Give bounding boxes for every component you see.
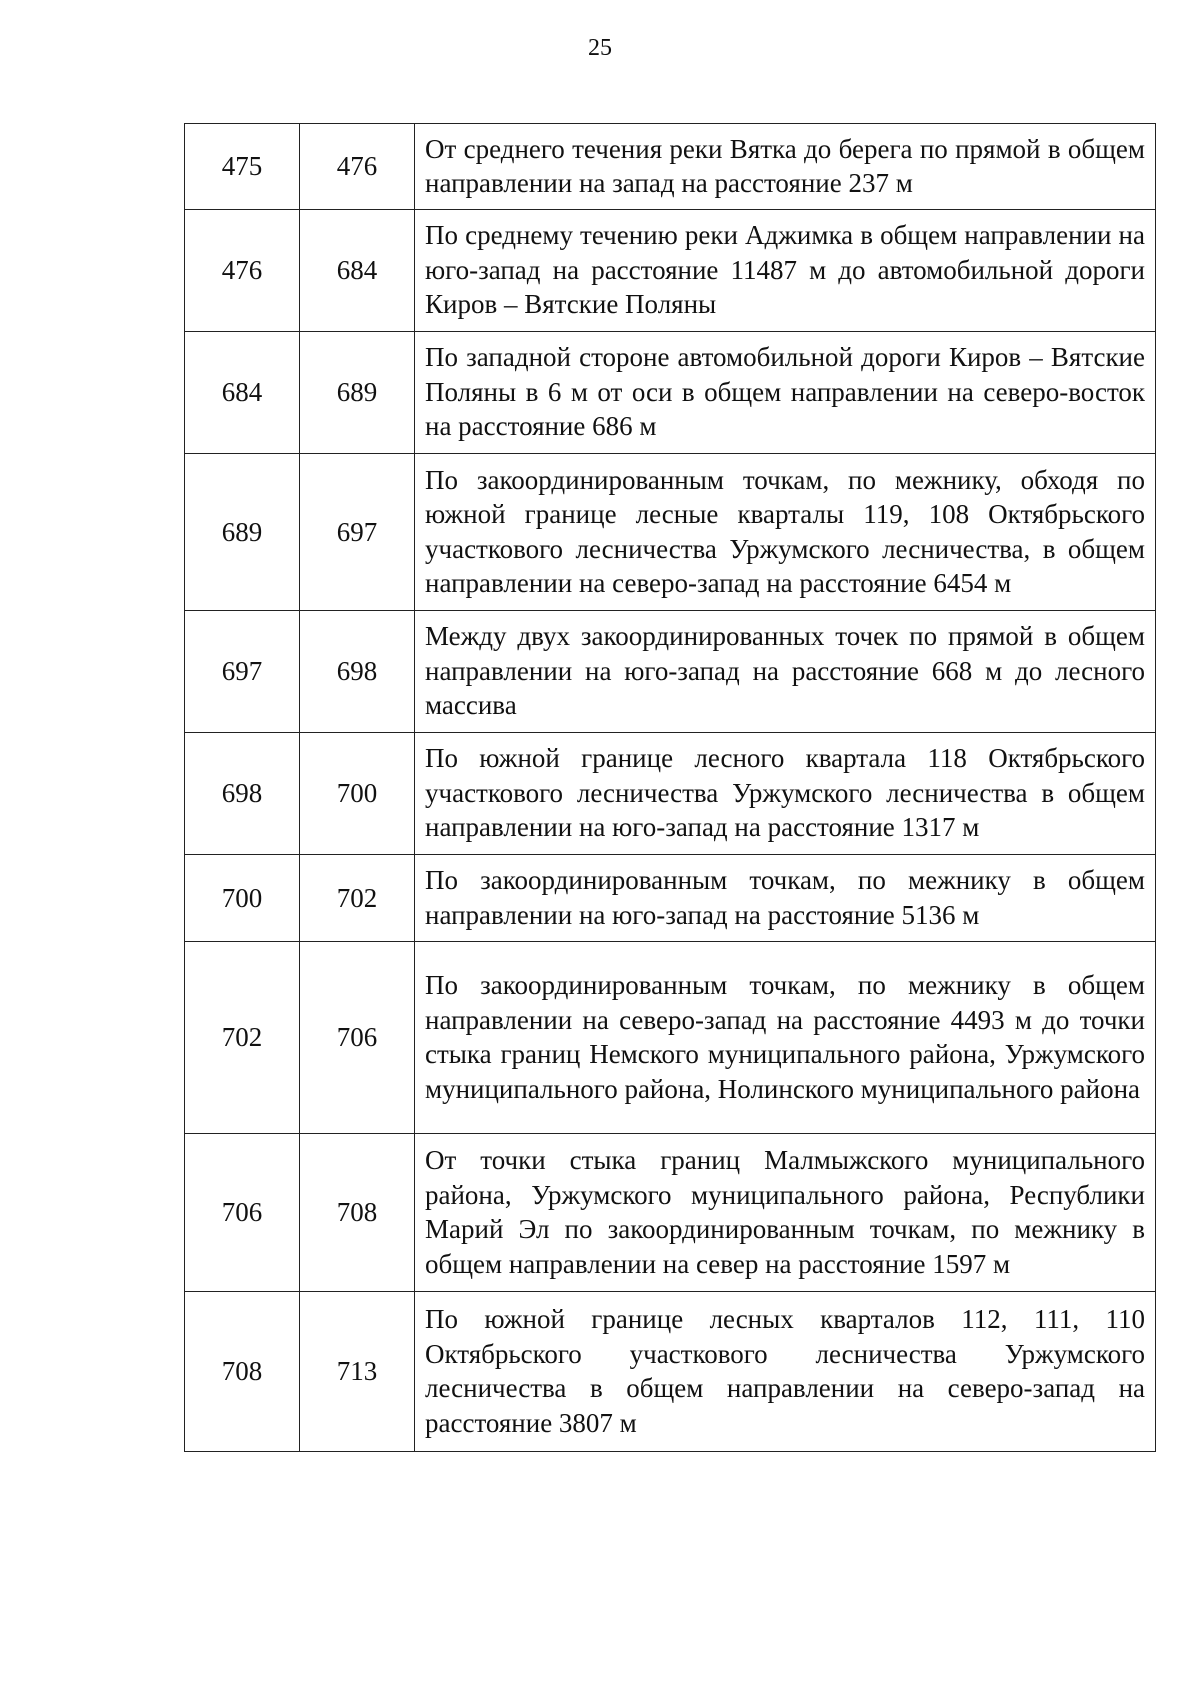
from-point-cell: 697 [185, 611, 300, 733]
from-point-cell: 700 [185, 855, 300, 942]
boundary-description-cell: По южной границе лесных кварталов 112, 111, 110 Октябрьского участкового лесничества Уржумского лесничества в общем направлении на северо-запад на расстояние 3807 м [415, 1292, 1156, 1452]
to-point-cell: 713 [300, 1292, 415, 1452]
table-row [185, 855, 1156, 942]
to-point-cell: 700 [300, 733, 415, 855]
from-point-cell: 702 [185, 942, 300, 1134]
from-point-cell: 684 [185, 332, 300, 454]
table-row [185, 733, 1156, 855]
boundary-description-cell: Между двух закоординированных точек по прямой в общем направлении на юго-запад на расстояние 668 м до лесного массива [415, 611, 1156, 733]
table-row [185, 611, 1156, 733]
boundary-description-cell: По закоординированным точкам, по межнику, обходя по южной границе лесные кварталы 119, 108 Октябрьского участкового лесничества Уржумского лесничества, в общем направлении на северо-запад на расстояние 6454 м [415, 454, 1156, 611]
from-point-cell: 689 [185, 454, 300, 611]
boundary-description-cell: От среднего течения реки Вятка до берега по прямой в общем направлении на запад на расстояние 237 м [415, 124, 1156, 210]
boundary-description-cell: По западной стороне автомобильной дороги Киров – Вятские Поляны в 6 м от оси в общем направлении на северо-восток на расстояние 686 м [415, 332, 1156, 454]
to-point-cell: 698 [300, 611, 415, 733]
to-point-cell: 689 [300, 332, 415, 454]
table-row [185, 210, 1156, 332]
table-row [185, 942, 1156, 1134]
table-row [185, 454, 1156, 611]
to-point-cell: 702 [300, 855, 415, 942]
from-point-cell: 706 [185, 1134, 300, 1292]
boundary-description-cell: По закоординированным точкам, по межнику в общем направлении на северо-запад на расстояние 4493 м до точки стыка границ Немского муниципального района, Уржумского муниципального района, Нолинского муниципального района [415, 942, 1156, 1134]
boundary-table [184, 123, 1156, 1452]
table-row [185, 1134, 1156, 1292]
table-row [185, 1292, 1156, 1452]
from-point-cell: 476 [185, 210, 300, 332]
boundary-description-cell: От точки стыка границ Малмыжского муниципального района, Уржумского муниципального района, Республики Марий Эл по закоординированным точкам, по межнику в общем направлении на север на расстояние 1597 м [415, 1134, 1156, 1292]
table-row [185, 332, 1156, 454]
to-point-cell: 476 [300, 124, 415, 210]
to-point-cell: 697 [300, 454, 415, 611]
from-point-cell: 475 [185, 124, 300, 210]
to-point-cell: 706 [300, 942, 415, 1134]
to-point-cell: 684 [300, 210, 415, 332]
to-point-cell: 708 [300, 1134, 415, 1292]
boundary-description-cell: По среднему течению реки Аджимка в общем направлении на юго-запад на расстояние 11487 м до автомобильной дороги Киров – Вятские Поляны [415, 210, 1156, 332]
boundary-description-cell: По южной границе лесного квартала 118 Октябрьского участкового лесничества Уржумского лесничества в общем направлении на юго-запад на расстояние 1317 м [415, 733, 1156, 855]
boundary-description-cell: По закоординированным точкам, по межнику в общем направлении на юго-запад на расстояние 5136 м [415, 855, 1156, 942]
table-row [185, 124, 1156, 210]
from-point-cell: 708 [185, 1292, 300, 1452]
page-number: 25 [588, 35, 612, 61]
from-point-cell: 698 [185, 733, 300, 855]
